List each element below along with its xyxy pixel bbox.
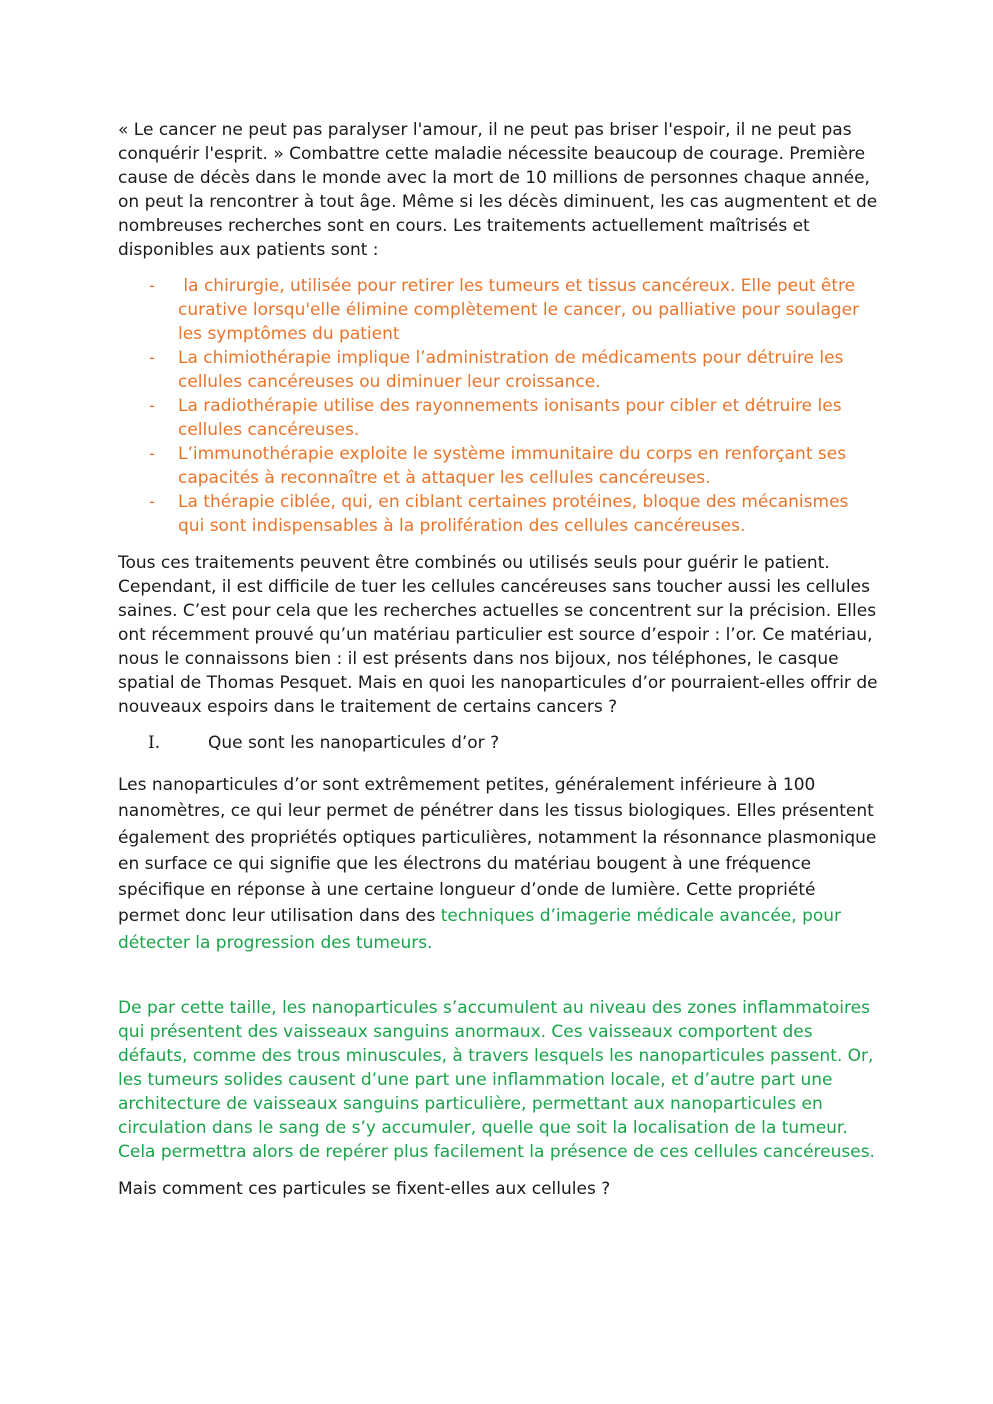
list-item	[118, 346, 880, 394]
bullet-dash: -	[149, 396, 156, 416]
highlighted-text: techniques d’imagerie médicale avancée, pour détecter la progression des tumeurs.	[118, 906, 842, 953]
list-item	[118, 490, 880, 538]
list-item	[118, 274, 880, 346]
bullet-dash: -	[149, 444, 156, 464]
list-item	[118, 442, 880, 490]
list-item-text: La radiothérapie utilise des rayonnements ionisants pour cibler et détruire les cellules cancéreuses.	[178, 396, 842, 440]
list-item-text: la chirurgie, utilisée pour retirer les tumeurs et tissus cancéreux. Elle peut être curative lorsqu'elle élimine complètement le cancer, ou palliative pour soulager les symptômes du patient	[178, 276, 865, 344]
paragraph-accumulation: De par cette taille, les nanoparticules s’accumulent au niveau des zones inflammatoires qui présentent des vaisseaux sanguins anormaux. Ces vaisseaux comportent des défauts, comme des trous minuscules, à travers lesquels les nanoparticules passent. Or, les tumeurs solides causent d’une part une inflammation locale, et d’autre part une architecture de vaisseaux sanguins particulière, permettant aux nanoparticules en circulation dans le sang de s’y accumuler, quelle que soit la localisation de la tumeur. Cela permettra alors de repérer plus facilement la présence de ces cellules cancéreuses.	[118, 998, 875, 1163]
bullet-dash: -	[149, 276, 156, 296]
paragraph-treatments-combined: Tous ces traitements peuvent être combinés ou utilisés seuls pour guérir le patient. Cependant, il est difficile de tuer les cellules cancéreuses sans toucher aussi les cellules saines. C’est pour cela que les recherches actuelles se concentrent sur la précision. Elles ont récemment prouvé qu’un matériau particulier est source d’espoir : l’or. Ce matériau, nous le connaissons bien : il est présents dans nos bijoux, nos téléphones, le casque spatial de Thomas Pesquet. Mais en quoi les nanoparticules d’or pourraient-elles offrir de nouveaux espoirs dans le traitement de certains cancers ?	[118, 553, 878, 717]
section-number: I.	[148, 733, 161, 753]
section-title: Que sont les nanoparticules d’or ?	[208, 733, 500, 753]
bullet-dash: -	[149, 492, 156, 512]
document-page	[118, 118, 880, 1201]
bullet-dash: -	[149, 348, 156, 368]
list-item-text: La thérapie ciblée, qui, en ciblant certaines protéines, bloque des mécanismes qui sont indispensables à la prolifération des cellules cancéreuses.	[178, 492, 849, 536]
list-item-text: L’immunothérapie exploite le système immunitaire du corps en renforçant ses capacités à reconnaître et à attaquer les cellules cancéreuses.	[178, 444, 847, 488]
section-heading	[118, 731, 880, 755]
treatments-list	[118, 274, 880, 538]
list-item	[118, 394, 880, 442]
paragraph-text: Les nanoparticules d’or sont extrêmement petites, généralement inférieure à 100 nanomètres, ce qui leur permet de pénétrer dans les tissus biologiques. Elles présentent également des propriétés optiques particulières, notamment la résonnance plasmonique en surface ce qui signifie que les électrons du matériau bougent à une fréquence spécifique en réponse à une certaine longueur d’onde de lumière. Cette propriété permet donc leur utilisation dans des	[118, 775, 877, 927]
list-item-text: La chimiothérapie implique l’administration de médicaments pour détruire les cellules cancéreuses ou diminuer leur croissance.	[178, 348, 844, 392]
intro-paragraph: « Le cancer ne peut pas paralyser l'amour, il ne peut pas briser l'espoir, il ne peut pas conquérir l'esprit. » Combattre cette maladie nécessite beaucoup de courage. Première cause de décès dans le monde avec la mort de 10 millions de personnes chaque année, on peut la rencontrer à tout âge. Même si les décès diminuent, les cas augmentent et de nombreuses recherches sont en cours. Les traitements actuellement maîtrisés et disponibles aux patients sont :	[118, 120, 878, 260]
paragraph-spacer	[118, 956, 880, 996]
closing-question: Mais comment ces particules se fixent-elles aux cellules ?	[118, 1179, 611, 1200]
paragraph-nanoparticles	[118, 772, 880, 956]
